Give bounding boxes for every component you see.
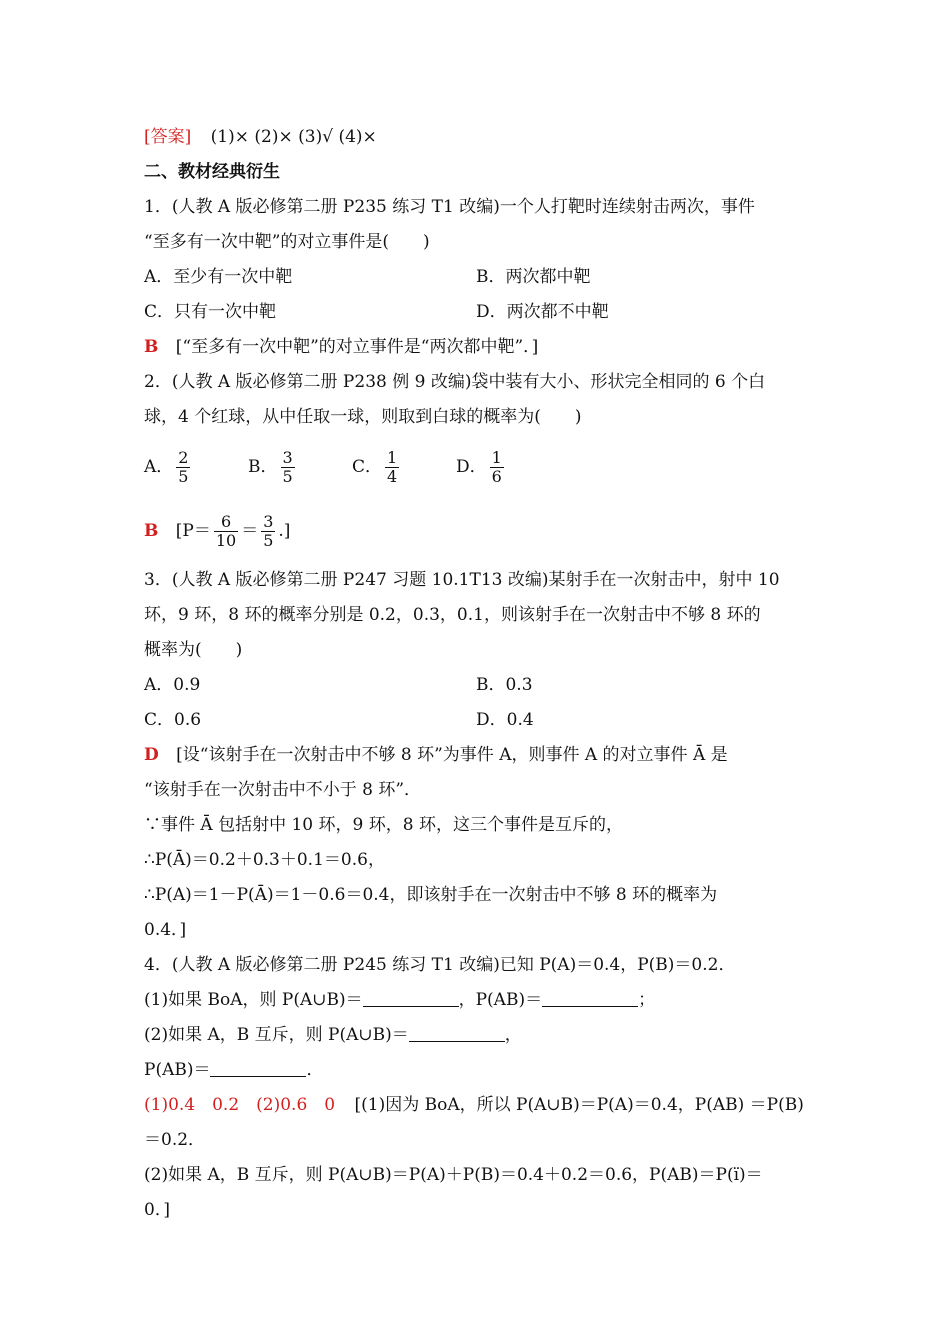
- q1-options-row1: [144, 260, 808, 295]
- q3-exp1: [设“该射手在一次射击中不够 8 环”为事件 A，则事件 A 的对立事件 Ā 是: [176, 745, 728, 765]
- q1-answer: B: [144, 337, 159, 357]
- q4-part2: (2)如果 A，B 互斥，则 P(A∪B)＝ ，: [144, 1025, 522, 1045]
- q2-answer: B: [144, 521, 159, 541]
- q1-line2: “至多有一次中靶”的对立事件是( ): [144, 232, 430, 252]
- q1-option-d: D．两次都不中靶: [476, 302, 609, 322]
- q2-option-a: A． $\frac{2}{5}$: [144, 448, 189, 486]
- answer-blank[interactable]: [363, 988, 459, 1007]
- q2-option-b: B． $\frac{3}{5}$: [248, 448, 293, 486]
- q2-options: [144, 435, 808, 499]
- q4-exp3: (2)如果 A，B 互斥，则 P(A∪B)＝P(A)＋P(B)＝0.4＋0.2＝0.6，P(AB)＝P(ï)＝: [144, 1165, 763, 1185]
- q3-options-row2: [144, 703, 808, 738]
- q4-part1: (1)如果 BoA，则 P(A∪B)＝ ，P(AB)＝ ；: [144, 990, 656, 1010]
- q2-line2: 球，4 个红球，从中任取一球，则取到白球的概率为( ): [144, 407, 582, 427]
- q3-exp5: ∴P(A)＝1－P(Ā)＝1－0.6＝0.4，即该射手在一次射击中不够 8 环的概率为: [144, 885, 718, 905]
- q2-option-d: D． $\frac{1}{6}$: [456, 448, 502, 486]
- q3-answer: D: [144, 745, 159, 765]
- q3-answer-line: [144, 738, 808, 773]
- q3-exp6: 0.4．]: [144, 920, 187, 940]
- q3-exp4: ∴P(Ā)＝0.2＋0.3＋0.1＝0.6，: [144, 850, 385, 870]
- q3-line1: 3．(人教 A 版必修第二册 P247 习题 10.1T13 改编)某射手在一次射击中，射中 10: [144, 570, 780, 590]
- section-title: 二、教材经典衍生: [144, 162, 280, 182]
- fraction: $\frac{1}{4}$: [387, 448, 398, 486]
- answer-blank[interactable]: [210, 1058, 306, 1077]
- q4-exp1: [(1)因为 BoA，所以 P(A∪B)＝P(A)＝0.4，P(AB) ＝P(B): [354, 1095, 804, 1115]
- q2-exp-prefix: [P＝: [175, 521, 211, 541]
- document-page: [144, 120, 808, 1228]
- q2-answer-line: B [P＝ $\frac{6}{10}$ ＝ $\frac{3}{5}$ .]: [144, 512, 291, 550]
- q4-answer-line: [144, 1088, 808, 1123]
- answer-blank[interactable]: [542, 988, 638, 1007]
- answer-blank[interactable]: [409, 1023, 505, 1042]
- fraction: $\frac{2}{5}$: [178, 448, 189, 486]
- q1-explanation: [“至多有一次中靶”的对立事件是“两次都中靶”．]: [175, 337, 539, 357]
- q3-option-c: C．0.6: [144, 710, 202, 730]
- fraction: $\frac{6}{10}$: [215, 512, 237, 550]
- q4-answer: (1)0.4 0.2 (2)0.6 0: [144, 1095, 336, 1115]
- q4-part3: P(AB)＝ ．: [144, 1060, 324, 1080]
- q3-line2: 环，9 环，8 环的概率分别是 0.2，0.3，0.1，则该射手在一次射击中不够 8 环的: [144, 605, 761, 625]
- q1-option-c: C．只有一次中靶: [144, 302, 277, 322]
- q2-option-c: C． $\frac{1}{4}$: [352, 448, 398, 486]
- q1-option-a: A．至少有一次中靶: [144, 267, 293, 287]
- answer-tag: [答案]: [144, 127, 192, 147]
- fraction: $\frac{3}{5}$: [263, 512, 274, 550]
- q3-exp3: ∵事件 Ā 包括射中 10 环，9 环，8 环，这三个事件是互斥的，: [144, 815, 623, 835]
- q3-exp2: “该射手在一次射击中不小于 8 环”．: [144, 780, 422, 800]
- fraction: $\frac{3}{5}$: [282, 448, 293, 486]
- answer-line: [144, 120, 808, 155]
- answer-text: (1)× (2)× (3)√ (4)×: [210, 127, 377, 147]
- q1-answer-line: [144, 330, 808, 365]
- q3-option-b: B．0.3: [476, 675, 533, 695]
- q3-line3: 概率为( ): [144, 640, 243, 660]
- q4-line1: 4．(人教 A 版必修第二册 P245 练习 T1 改编)已知 P(A)＝0.4，P(B)＝0.2．: [144, 955, 736, 975]
- q3-option-a: A．0.9: [144, 675, 201, 695]
- q4-exp2: ＝0.2．: [144, 1130, 206, 1150]
- q1-options-row2: [144, 295, 808, 330]
- q1-option-b: B．两次都中靶: [476, 267, 591, 287]
- q1-line1: 1．(人教 A 版必修第二册 P235 练习 T1 改编)一个人打靶时连续射击两次，事件: [144, 197, 755, 217]
- q3-option-d: D．0.4: [476, 710, 534, 730]
- fraction: $\frac{1}{6}$: [491, 448, 502, 486]
- q4-exp4: 0．]: [144, 1200, 170, 1220]
- q3-options-row1: [144, 668, 808, 703]
- q2-line1: 2．(人教 A 版必修第二册 P238 例 9 改编)袋中装有大小、形状完全相同的 6 个白: [144, 372, 766, 392]
